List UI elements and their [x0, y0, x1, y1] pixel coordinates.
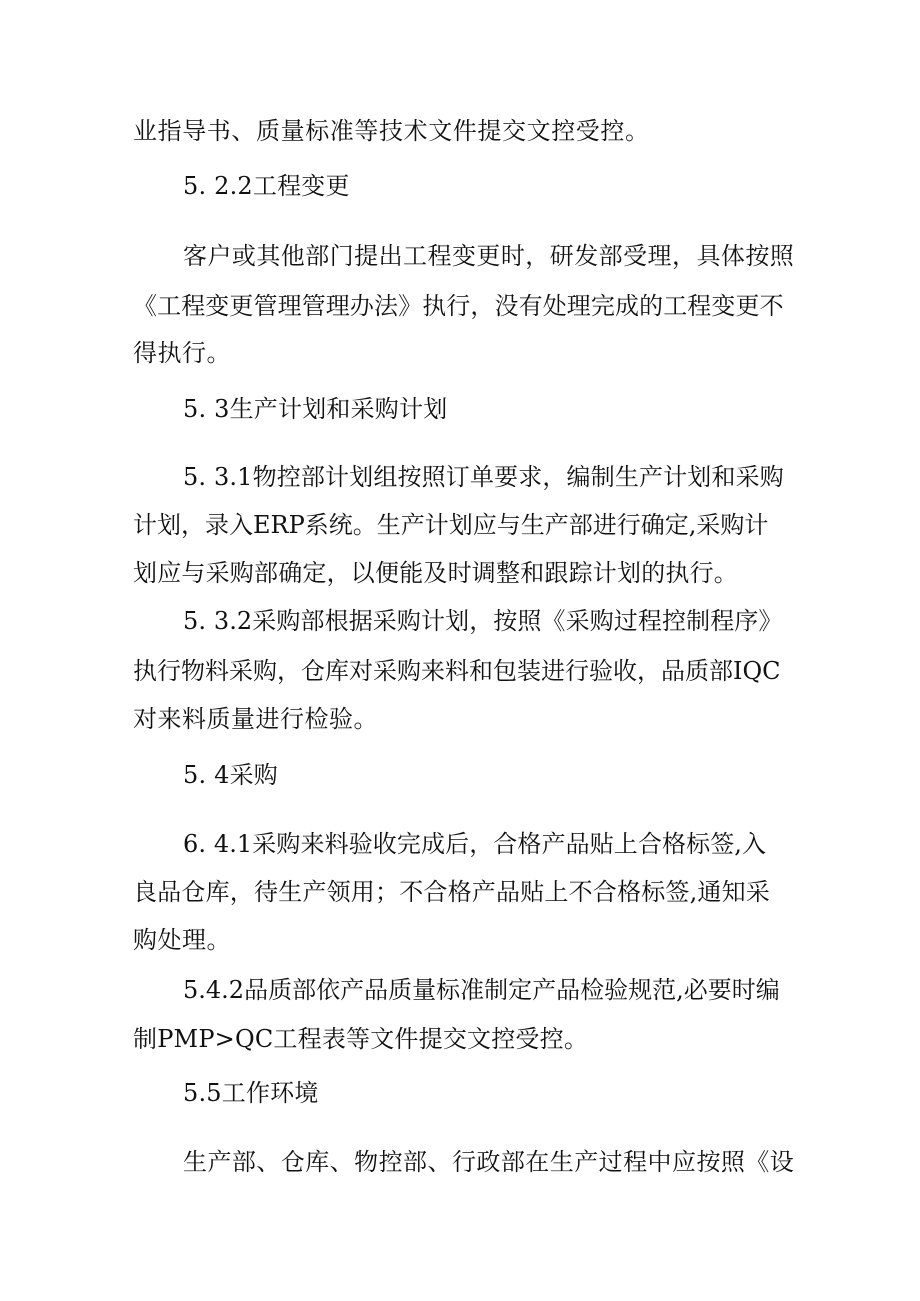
body-text-line: 《工程变更管理管理办法》执行，没有处理完成的工程变更不	[133, 292, 784, 320]
body-text-line: 得执行。	[133, 339, 231, 367]
section-heading: 5. 2.2工程变更	[183, 172, 350, 200]
body-text-line: 对来料质量进行检验。	[133, 705, 378, 733]
body-text-line: 5. 3.2采购部根据采购计划，按照《采购过程控制程序》	[183, 607, 783, 635]
body-text-line: 购处理。	[133, 926, 231, 954]
body-text-line: 业指导书、质量标准等技术文件提交文控受控。	[133, 117, 650, 145]
section-heading: 5. 3生产计划和采购计划	[183, 395, 448, 423]
body-text-line: 制PMP>QC工程表等文件提交文控受控。	[133, 1025, 589, 1053]
body-text-line: 计划，录入ERP系统。生产计划应与生产部进行确定,采购计	[133, 511, 769, 539]
section-heading: 5.5工作环境	[183, 1079, 319, 1107]
body-text-line: 6. 4.1采购来料验收完成后，合格产品贴上合格标签,入	[183, 830, 767, 858]
section-heading: 5. 4采购	[183, 761, 278, 789]
body-text-line: 良品仓库，待生产领用；不合格产品贴上不合格标签,通知采	[133, 878, 771, 906]
body-text-line: 客户或其他部门提出工程变更时，研发部受理，具体按照	[183, 242, 795, 270]
body-text-line: 5. 3.1物控部计划组按照订单要求，编制生产计划和采购	[183, 463, 784, 491]
body-text-line: 执行物料采购，仓库对采购来料和包装进行验收，品质部IQC	[133, 657, 781, 685]
body-text-line: 生产部、仓库、物控部、行政部在生产过程中应按照《设	[183, 1148, 795, 1176]
body-text-line: 5.4.2品质部依产品质量标准制定产品检验规范,必要时编	[183, 976, 780, 1004]
body-text-line: 划应与采购部确定，以便能及时调整和跟踪计划的执行。	[133, 559, 738, 587]
